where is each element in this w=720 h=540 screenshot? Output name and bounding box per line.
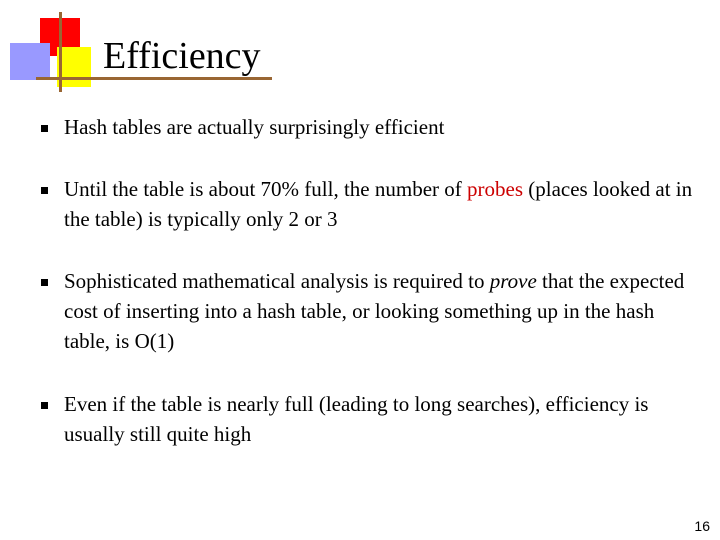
bullet-3-before: Sophisticated mathematical analysis is required to (64, 269, 490, 293)
bullet-text-4: Even if the table is nearly full (leading to long searches), efficiency is usually still quite high (64, 392, 649, 446)
bullet-square-icon (41, 279, 48, 286)
probes-highlight: probes (467, 177, 523, 201)
bullet-square-icon (41, 187, 48, 194)
logo-yellow-square (57, 47, 91, 87)
bullet-square-icon (41, 125, 48, 132)
bullet-3-after: that the expected cost of inserting into a hash table, or looking something up in the hash table, is O(1) (64, 269, 685, 353)
bullet-text-2 (64, 174, 704, 234)
prove-emphasis: prove (489, 269, 537, 293)
logo-vertical-rule (59, 12, 62, 92)
slide-logo (0, 0, 100, 100)
bullet-2-after: (places looked at in the table) is typically only 2 or 3 (64, 177, 693, 231)
bullet-2-before: Until the table is about 70% full, the number of (64, 177, 467, 201)
logo-purple-square (10, 43, 50, 80)
bullet-text-3 (64, 266, 704, 356)
slide-title: Efficiency (103, 35, 261, 77)
page-number: 16 (694, 518, 710, 534)
bullet-square-icon (41, 402, 48, 409)
bullet-text-1: Hash tables are actually surprisingly efficient (64, 115, 445, 139)
